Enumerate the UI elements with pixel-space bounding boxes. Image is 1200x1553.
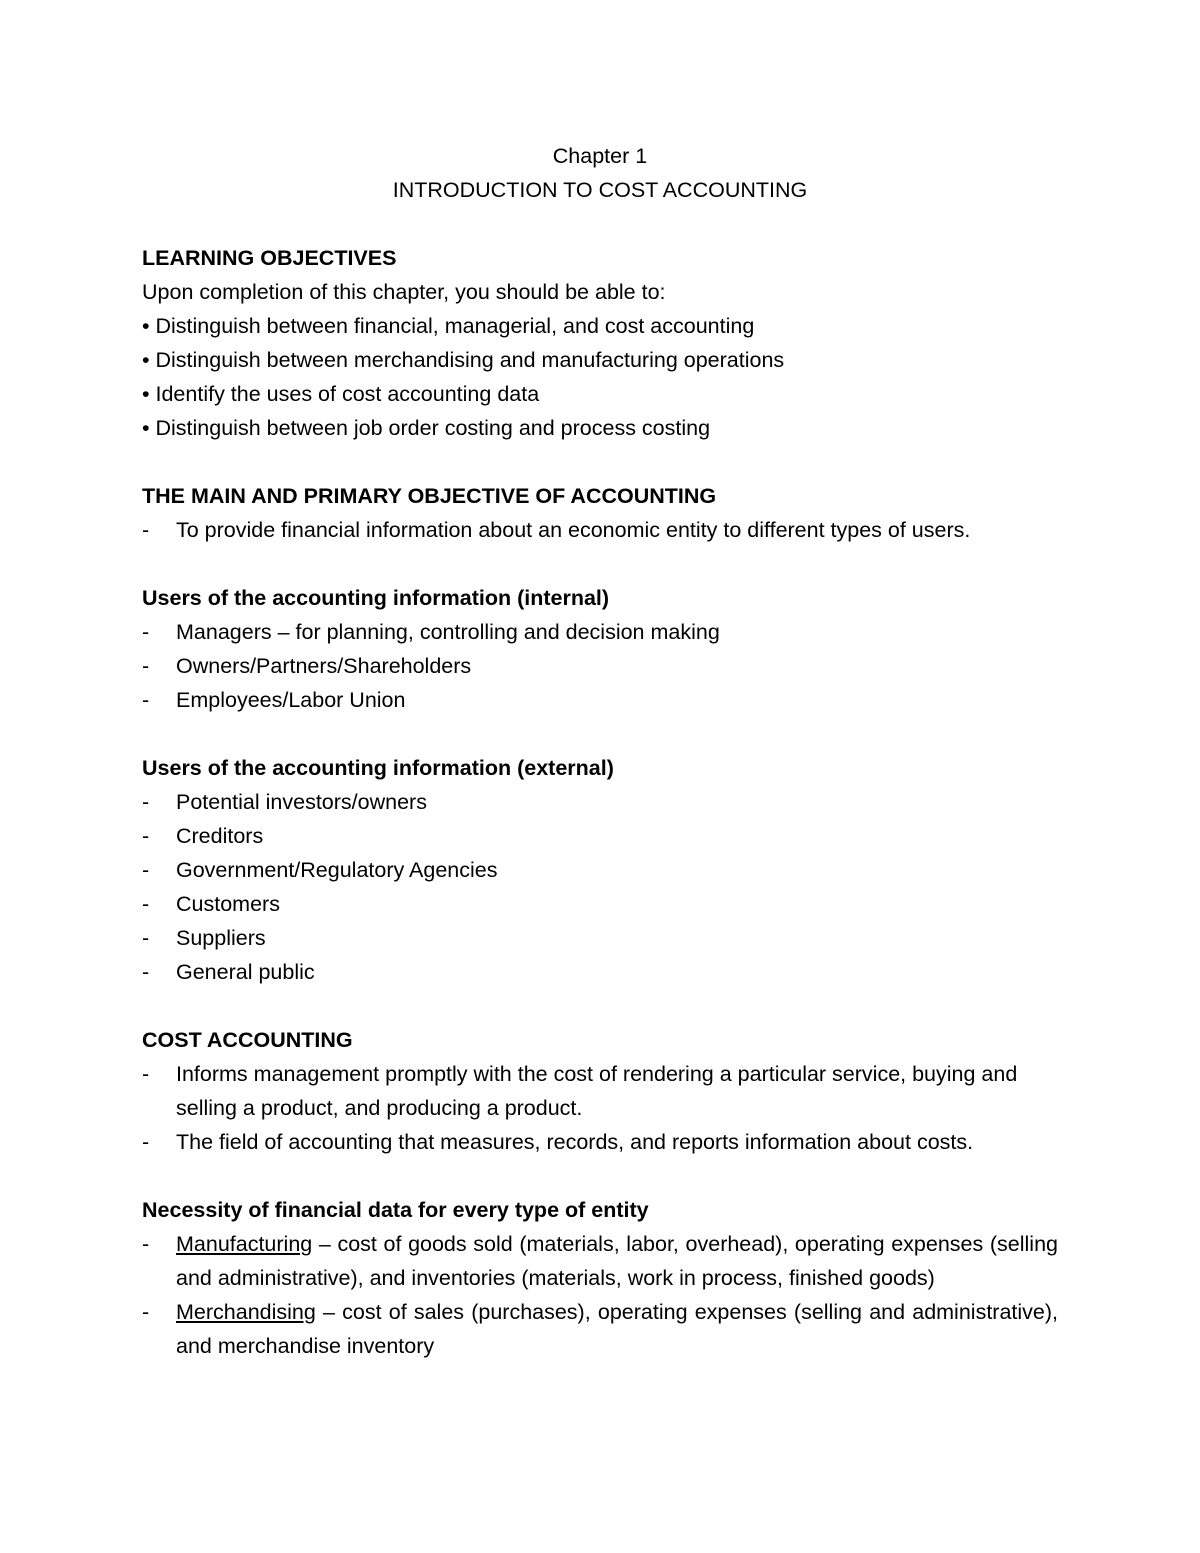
list-item bbox=[142, 615, 1058, 649]
list-item-text bbox=[176, 1227, 1058, 1295]
objective-item: • Distinguish between job order costing and process costing bbox=[142, 416, 711, 440]
financial-data-heading: Necessity of financial data for every type of entity bbox=[142, 1198, 649, 1222]
objective-item: • Distinguish between merchandising and manufacturing operations bbox=[142, 348, 785, 372]
dash-bullet: - bbox=[142, 892, 150, 916]
manufacturing-term: Manufacturing bbox=[176, 1232, 313, 1256]
dash-bullet: - bbox=[142, 654, 150, 678]
objective-item: • Distinguish between financial, managerial, and cost accounting bbox=[142, 314, 755, 338]
dash-bullet: - bbox=[142, 858, 150, 882]
list-item-text: Managers – for planning, controlling and decision making bbox=[176, 620, 720, 644]
cost-accounting-heading: COST ACCOUNTING bbox=[142, 1028, 353, 1052]
list-item bbox=[142, 1057, 1058, 1125]
merchandising-term: Merchandising bbox=[176, 1300, 316, 1324]
learning-objectives-intro: Upon completion of this chapter, you should be able to: bbox=[142, 280, 666, 304]
document-page bbox=[142, 139, 1058, 1363]
list-item-text: Creditors bbox=[176, 824, 264, 848]
dash-bullet: - bbox=[142, 1300, 150, 1324]
list-item-text: Customers bbox=[176, 892, 280, 916]
dash-bullet: - bbox=[142, 1130, 150, 1154]
list-item bbox=[142, 683, 1058, 717]
main-objective-heading: THE MAIN AND PRIMARY OBJECTIVE OF ACCOUNTING bbox=[142, 484, 717, 508]
dash-bullet: - bbox=[142, 790, 150, 814]
dash-bullet: - bbox=[142, 518, 150, 542]
objective-item: • Identify the uses of cost accounting data bbox=[142, 382, 540, 406]
list-item bbox=[142, 785, 1058, 819]
list-item-text: To provide financial information about an economic entity to different types of users. bbox=[176, 518, 971, 542]
merchandising-description: – cost of sales (purchases), operating expenses (selling and administrative), and merchandise inventory bbox=[176, 1300, 1058, 1358]
list-item-text: The field of accounting that measures, records, and reports information about costs. bbox=[176, 1130, 974, 1154]
list-item bbox=[142, 819, 1058, 853]
dash-bullet: - bbox=[142, 1062, 150, 1086]
list-item bbox=[142, 955, 1058, 989]
list-item bbox=[142, 513, 1058, 547]
list-item-text: Government/Regulatory Agencies bbox=[176, 858, 498, 882]
list-item bbox=[142, 887, 1058, 921]
learning-objectives-heading: LEARNING OBJECTIVES bbox=[142, 246, 397, 270]
dash-bullet: - bbox=[142, 824, 150, 848]
list-item-text: Informs management promptly with the cost of rendering a particular service, buying and selling a product, and producing a product. bbox=[176, 1062, 1018, 1120]
list-item-text: Employees/Labor Union bbox=[176, 688, 406, 712]
list-item bbox=[142, 853, 1058, 887]
list-item bbox=[142, 1227, 1058, 1295]
list-item-text: General public bbox=[176, 960, 315, 984]
dash-bullet: - bbox=[142, 1232, 150, 1256]
list-item-text: Owners/Partners/Shareholders bbox=[176, 654, 472, 678]
external-users-heading: Users of the accounting information (external) bbox=[142, 756, 614, 780]
dash-bullet: - bbox=[142, 688, 150, 712]
list-item bbox=[142, 649, 1058, 683]
internal-users-heading: Users of the accounting information (internal) bbox=[142, 586, 610, 610]
list-item-text: Suppliers bbox=[176, 926, 266, 950]
list-item bbox=[142, 1125, 1058, 1159]
dash-bullet: - bbox=[142, 960, 150, 984]
list-item-text: Potential investors/owners bbox=[176, 790, 427, 814]
manufacturing-description: – cost of goods sold (materials, labor, overhead), operating expenses (selling and administrative), and inventories (materials, work in process, finished goods) bbox=[176, 1232, 1058, 1290]
list-item-text bbox=[176, 1295, 1058, 1363]
dash-bullet: - bbox=[142, 620, 150, 644]
chapter-number: Chapter 1 bbox=[552, 144, 648, 168]
dash-bullet: - bbox=[142, 926, 150, 950]
list-item bbox=[142, 1295, 1058, 1363]
chapter-title: INTRODUCTION TO COST ACCOUNTING bbox=[392, 178, 808, 202]
list-item bbox=[142, 921, 1058, 955]
